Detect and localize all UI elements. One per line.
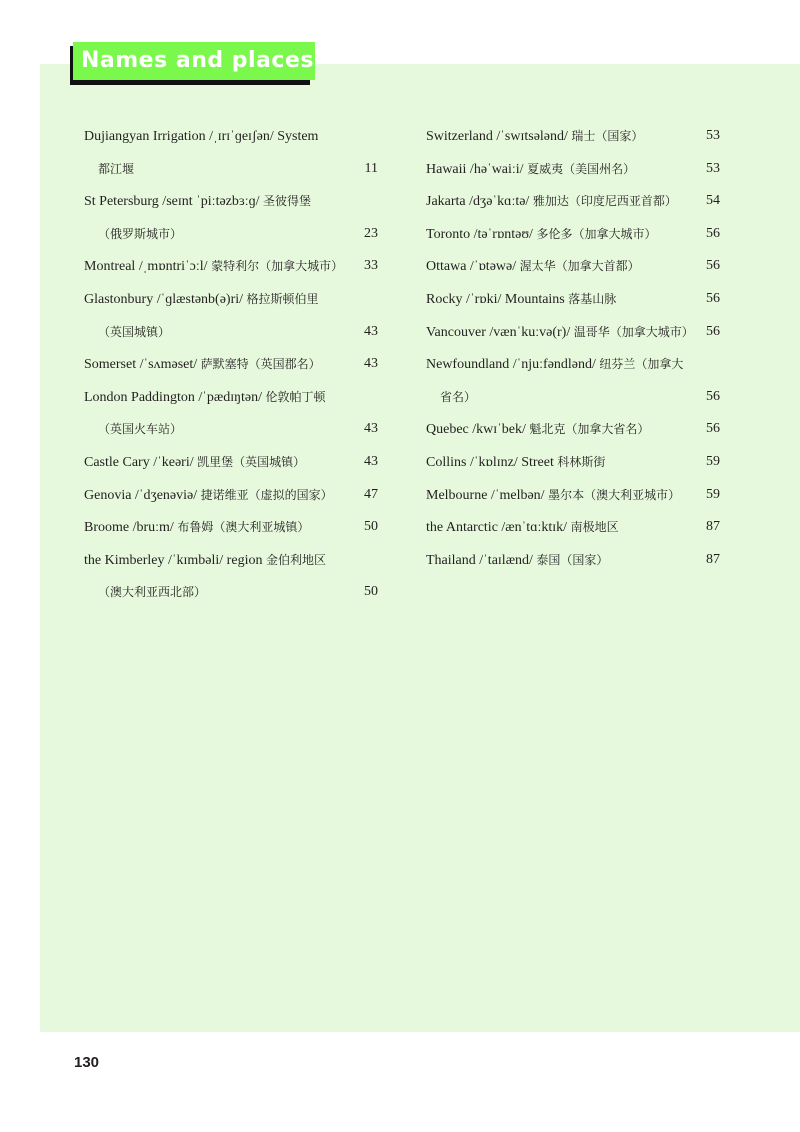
index-entry [84, 250, 378, 283]
entry-name: Montreal /ˌmɒntriˈɔːl/ [84, 259, 212, 275]
entry-translation: 圣彼得堡 [263, 194, 312, 209]
index-entry [426, 348, 720, 381]
index-entry [426, 250, 720, 283]
index-entry [84, 283, 378, 316]
entry-name: Thailand /ˈtaɪlænd/ [426, 552, 537, 568]
entry-translation: 都江堰 [98, 161, 135, 176]
entry-translation: 泰国（国家） [536, 552, 609, 567]
index-entry [426, 283, 720, 316]
entry-translation: 格拉斯顿伯里 [246, 291, 319, 306]
entry-page: 56 [706, 258, 720, 274]
entry-translation: 省名） [440, 389, 477, 404]
index-entry [84, 316, 378, 349]
left-column [84, 120, 378, 609]
index-entry [84, 120, 378, 153]
index-entry [426, 544, 720, 577]
entry-translation: （英国火车站） [98, 422, 183, 437]
entry-name: Castle Cary /ˈkeəri/ [84, 454, 198, 470]
entry-name: Ottawa /ˈɒtəwə/ [426, 259, 520, 275]
index-entry [426, 479, 720, 512]
entry-name: Vancouver /vænˈkuːvə(r)/ [426, 324, 574, 340]
entry-name: Glastonbury /ˈɡlæstənb(ə)ri/ [84, 291, 247, 307]
entry-page: 59 [706, 453, 720, 469]
entry-name: London Paddington /ˈpædɪŋtən/ [84, 389, 266, 405]
entry-page: 56 [706, 323, 720, 339]
index-entry [84, 544, 378, 577]
entry-translation: 渥太华（加拿大首都） [519, 259, 640, 274]
entry-page: 50 [364, 584, 378, 600]
entry-page: 50 [364, 519, 378, 535]
entry-page: 43 [364, 356, 378, 372]
index-entry [84, 576, 378, 609]
entry-name: Broome /bruːm/ [84, 520, 178, 536]
entry-name: Toronto /təˈrɒntəʊ/ [426, 226, 537, 242]
index-entry [84, 413, 378, 446]
entry-translation: 萨默塞特（英国郡名） [200, 357, 321, 372]
entry-translation: 温哥华（加拿大城市） [573, 324, 694, 339]
entry-page: 87 [706, 519, 720, 535]
entry-page: 47 [364, 486, 378, 502]
entry-translation: 墨尔本（澳大利亚城市） [548, 487, 681, 502]
entry-translation: （英国城镇） [98, 324, 171, 339]
entry-name: St Petersburg /seɪnt ˈpiːtəzbɜːɡ/ [84, 194, 264, 210]
entry-page: 43 [364, 421, 378, 437]
index-entry [84, 511, 378, 544]
entry-page: 54 [706, 193, 720, 209]
entry-page: 11 [364, 160, 378, 176]
entry-translation: 南极地区 [570, 520, 619, 535]
entry-name: Dujiangyan Irrigation /ˌɪrɪˈɡeɪʃən/ System [84, 129, 319, 144]
entry-name: Rocky /ˈrɒki/ Mountains [426, 291, 569, 307]
index-entry [84, 348, 378, 381]
entry-page: 33 [364, 258, 378, 274]
entry-page: 56 [706, 225, 720, 241]
entry-translation: 蒙特利尔（加拿大城市） [211, 259, 344, 274]
entry-page: 43 [364, 453, 378, 469]
entry-name: Collins /ˈkɒlɪnz/ Street [426, 454, 558, 470]
index-entry [426, 381, 720, 414]
entry-translation: （澳大利亚西北部） [98, 585, 207, 600]
index-entry [426, 413, 720, 446]
entry-page: 53 [706, 160, 720, 176]
entry-translation: 雅加达（印度尼西亚首都） [532, 194, 677, 209]
entry-name: the Antarctic /ænˈtɑːktɪk/ [426, 520, 571, 536]
index-entry [84, 479, 378, 512]
page-number: 130 [74, 1054, 100, 1071]
entry-name: Switzerland /ˈswɪtsələnd/ [426, 129, 572, 144]
entry-translation: 纽芬兰（加拿大 [599, 357, 684, 372]
entry-page: 56 [706, 290, 720, 306]
index-entry [84, 185, 378, 218]
entry-page: 56 [706, 388, 720, 404]
entry-name: Quebec /kwɪˈbek/ [426, 422, 530, 438]
entry-translation: 落基山脉 [568, 291, 617, 306]
entry-name: Melbourne /ˈmelbən/ [426, 487, 549, 503]
entry-name: Somerset /ˈsʌməset/ [84, 357, 201, 373]
index-entry [84, 218, 378, 251]
entry-page: 53 [706, 128, 720, 143]
index-entry [426, 218, 720, 251]
entry-page: 43 [364, 323, 378, 339]
index-entry [426, 511, 720, 544]
index-entry [84, 381, 378, 414]
entry-name: Newfoundland /ˈnjuːfəndlənd/ [426, 357, 600, 373]
entry-page: 23 [364, 225, 378, 241]
index-entry [426, 316, 720, 349]
entry-translation: 布鲁姆（澳大利亚城镇） [177, 520, 310, 535]
entry-translation: 夏威夷（美国州名） [527, 161, 636, 176]
entry-page: 56 [706, 421, 720, 437]
entry-name: Jakarta /dʒəˈkɑːtə/ [426, 194, 533, 210]
entry-translation: 捷诺维亚（虚拟的国家） [200, 487, 333, 502]
entry-name: Hawaii /həˈwaiːi/ [426, 161, 528, 177]
index-entry [84, 153, 378, 186]
index-entry [84, 446, 378, 479]
entry-translation: 伦敦帕丁顿 [265, 389, 326, 404]
entry-name: Genovia /ˈdʒenəviə/ [84, 487, 201, 503]
entry-translation: 瑞士（国家） [571, 129, 644, 143]
entry-translation: 科林斯街 [557, 454, 606, 469]
entry-page: 87 [706, 551, 720, 567]
right-column [426, 120, 720, 576]
index-entry [426, 446, 720, 479]
entry-translation: 凯里堡（英国城镇） [197, 454, 306, 469]
index-entry [426, 153, 720, 186]
entry-translation: 多伦多（加拿大城市） [536, 226, 657, 241]
entry-translation: 魁北克（加拿大省名） [529, 422, 650, 437]
entry-page: 59 [706, 486, 720, 502]
entry-translation: （俄罗斯城市） [98, 226, 183, 241]
page-title: Names and places [73, 42, 315, 80]
index-entry [426, 120, 720, 153]
entry-name: the Kimberley /ˈkɪmbəli/ region [84, 552, 266, 568]
index-entry [426, 185, 720, 218]
entry-translation: 金伯利地区 [265, 552, 326, 567]
